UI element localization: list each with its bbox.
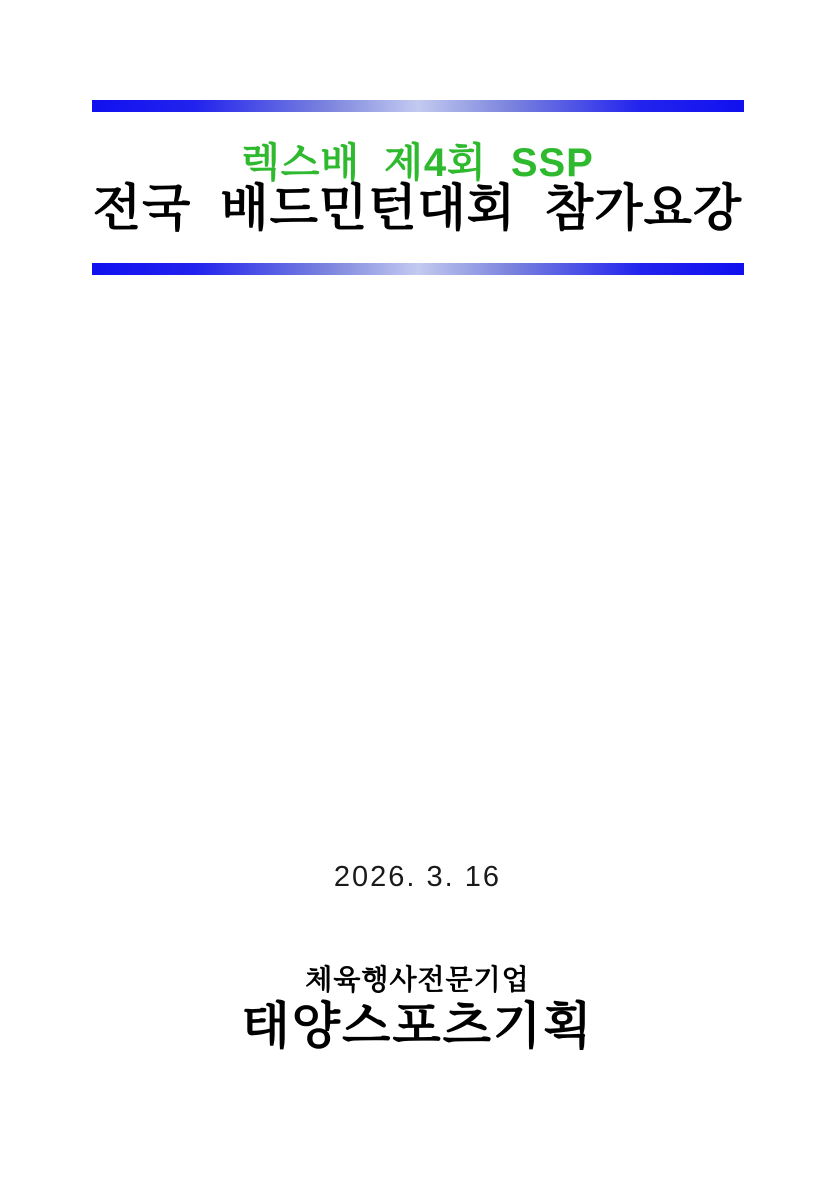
bottom-divider-bar [92, 263, 744, 275]
event-subtitle: 렉스배 제4회 SSP [241, 141, 594, 185]
organizer-tagline: 체육행사전문기업 [305, 964, 530, 995]
top-divider-bar [92, 100, 744, 112]
event-date: 2026. 3. 16 [333, 861, 502, 893]
event-title: 전국 배드민턴대회 참가요강 [92, 180, 743, 236]
organizer-name: 태양스포츠기획 [241, 998, 594, 1054]
